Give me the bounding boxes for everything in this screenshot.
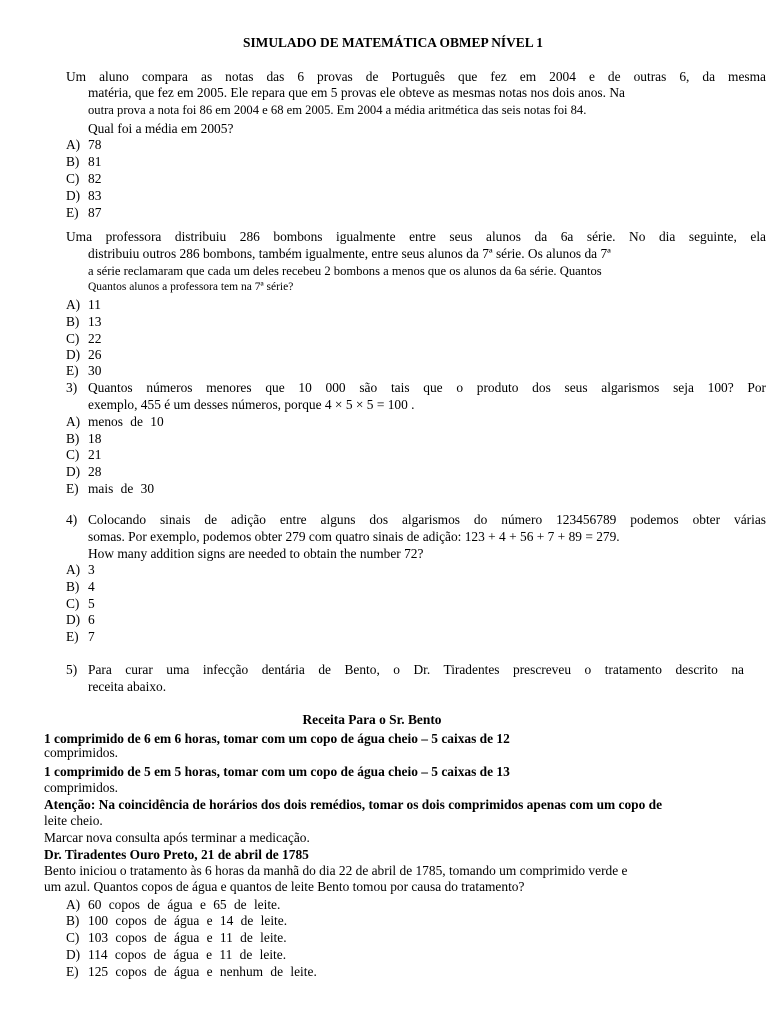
q1-option-letter: E) <box>66 205 79 220</box>
q5-option-letter: D) <box>66 947 81 962</box>
q4-option-letter: E) <box>66 629 79 644</box>
q2-option-text: 11 <box>88 297 101 312</box>
q1-line-2: matéria, que fez em 2005. Ele repara que em 5 provas ele obteve as mesmas notas nos dois anos. Na <box>88 85 625 100</box>
q2-option-letter: A) <box>66 297 81 312</box>
q3-option-letter: D) <box>66 464 81 479</box>
receipt-line: comprimidos. <box>44 780 119 795</box>
q3-option-text: mais de 30 <box>88 481 155 496</box>
q4-option-text: 5 <box>88 596 95 611</box>
q3-line-1: Quantos números menores que 10 000 são tais que o produto dos seus algarismos seja 100? Por <box>88 380 766 395</box>
q4-number: 4) <box>66 512 78 527</box>
q4-option-text: 4 <box>88 579 95 594</box>
q5-paragraph-line: um azul. Quantos copos de água e quantos de leite Bento tomou por causa do tratamento? <box>44 879 525 894</box>
q4-option-letter: A) <box>66 562 81 577</box>
q4-option-text: 7 <box>88 629 95 644</box>
q1-option-letter: D) <box>66 188 81 203</box>
q2-option-letter: D) <box>66 347 81 362</box>
q1-option-letter: B) <box>66 154 80 169</box>
q1-option-text: 78 <box>88 137 102 152</box>
q1-option-text: 82 <box>88 171 102 186</box>
q2-option-letter: B) <box>66 314 80 329</box>
q4-option-letter: C) <box>66 596 80 611</box>
q3-option-letter: C) <box>66 447 80 462</box>
receipt-warning: Atenção: Na coincidência de horários dos dois remédios, tomar os dois comprimidos apenas com um copo de <box>44 797 663 812</box>
q5-line-1: Para curar uma infecção dentária de Bento, o Dr. Tiradentes prescreveu o tratamento descrito na <box>88 662 744 677</box>
q4-line-2: somas. Por exemplo, podemos obter 279 com quatro sinais de adição: 123 + 4 + 56 + 7 + 89 = 279. <box>88 529 620 544</box>
q5-option-text: 60 copos de água e 65 de leite. <box>88 897 281 912</box>
q3-option-text: 18 <box>88 431 102 446</box>
q5-number: 5) <box>66 662 78 677</box>
receipt-title: Receita Para o Sr. Bento <box>302 712 442 727</box>
q3-option-letter: E) <box>66 481 79 496</box>
q1-option-letter: A) <box>66 137 81 152</box>
q3-option-text: 21 <box>88 447 102 462</box>
q2-option-text: 22 <box>88 331 102 346</box>
q4-option-text: 6 <box>88 612 95 627</box>
q3-option-letter: B) <box>66 431 80 446</box>
q5-option-letter: A) <box>66 897 81 912</box>
q1-option-letter: C) <box>66 171 80 186</box>
q5-option-letter: C) <box>66 930 80 945</box>
q5-option-text: 103 copos de água e 11 de leite. <box>88 930 287 945</box>
q3-option-letter: A) <box>66 414 81 429</box>
receipt-line: comprimidos. <box>44 745 119 760</box>
q3-number: 3) <box>66 380 78 395</box>
q1-line-4: Qual foi a média em 2005? <box>88 121 234 136</box>
q1-option-text: 83 <box>88 188 102 203</box>
q1-line-3: outra prova a nota foi 86 em 2004 e 68 em 2005. Em 2004 a média aritmética das seis notas foi 84. <box>88 103 587 117</box>
q2-option-text: 13 <box>88 314 102 329</box>
receipt-line: Marcar nova consulta após terminar a medicação. <box>44 830 310 845</box>
q3-option-text: menos de 10 <box>88 414 164 429</box>
q1-option-text: 81 <box>88 154 102 169</box>
q3-option-text: 28 <box>88 464 102 479</box>
q2-line-4: Quantos alunos a professora tem na 7ª série? <box>88 281 294 293</box>
receipt-line: leite cheio. <box>44 813 103 828</box>
page-title: SIMULADO DE MATEMÁTICA OBMEP NÍVEL 1 <box>243 35 543 50</box>
q4-line-1: Colocando sinais de adição entre alguns dos algarismos do número 123456789 podemos obter várias <box>88 512 766 527</box>
receipt-signature: Dr. Tiradentes Ouro Preto, 21 de abril de 1785 <box>44 847 309 862</box>
q2-option-text: 26 <box>88 347 102 362</box>
q4-option-text: 3 <box>88 562 95 577</box>
receipt-line: 1 comprimido de 6 em 6 horas, tomar com um copo de água cheio – 5 caixas de 12 <box>44 731 510 746</box>
q2-option-text: 30 <box>88 363 102 378</box>
q4-option-letter: D) <box>66 612 81 627</box>
q4-line-3: How many addition signs are needed to obtain the number 72? <box>88 546 424 561</box>
q5-option-text: 114 copos de água e 11 de leite. <box>88 947 287 962</box>
q2-line-1: Uma professora distribuiu 286 bombons igualmente entre seus alunos da 6a série. No dia seguinte, ela <box>66 229 766 244</box>
receipt-line: 1 comprimido de 5 em 5 horas, tomar com um copo de água cheio – 5 caixas de 13 <box>44 764 510 779</box>
q2-line-3: a série reclamaram que cada um deles recebeu 2 bombons a menos que os alunos da 6a série. Quantos <box>88 264 602 278</box>
q2-option-letter: E) <box>66 363 79 378</box>
q4-option-letter: B) <box>66 579 80 594</box>
q5-line-2: receita abaixo. <box>88 679 167 694</box>
q2-option-letter: C) <box>66 331 80 346</box>
q5-paragraph-line: Bento iniciou o tratamento às 6 horas da manhã do dia 22 de abril de 1785, tomando um comprimido verde e <box>44 863 628 878</box>
q1-option-text: 87 <box>88 205 102 220</box>
q5-option-text: 125 copos de água e nenhum de leite. <box>88 964 317 979</box>
q2-line-2: distribuiu outros 286 bombons, também igualmente, entre seus alunos da 7ª série. Os alunos da 7ª <box>88 246 611 261</box>
q5-option-letter: E) <box>66 964 79 979</box>
q1-line-1: Um aluno compara as notas das 6 provas de Português que fez em 2004 e de outras 6, da mesma <box>66 69 766 84</box>
q3-line-2: exemplo, 455 é um desses números, porque 4 × 5 × 5 = 100 . <box>88 397 415 412</box>
q5-option-letter: B) <box>66 913 80 928</box>
q5-option-text: 100 copos de água e 14 de leite. <box>88 913 288 928</box>
